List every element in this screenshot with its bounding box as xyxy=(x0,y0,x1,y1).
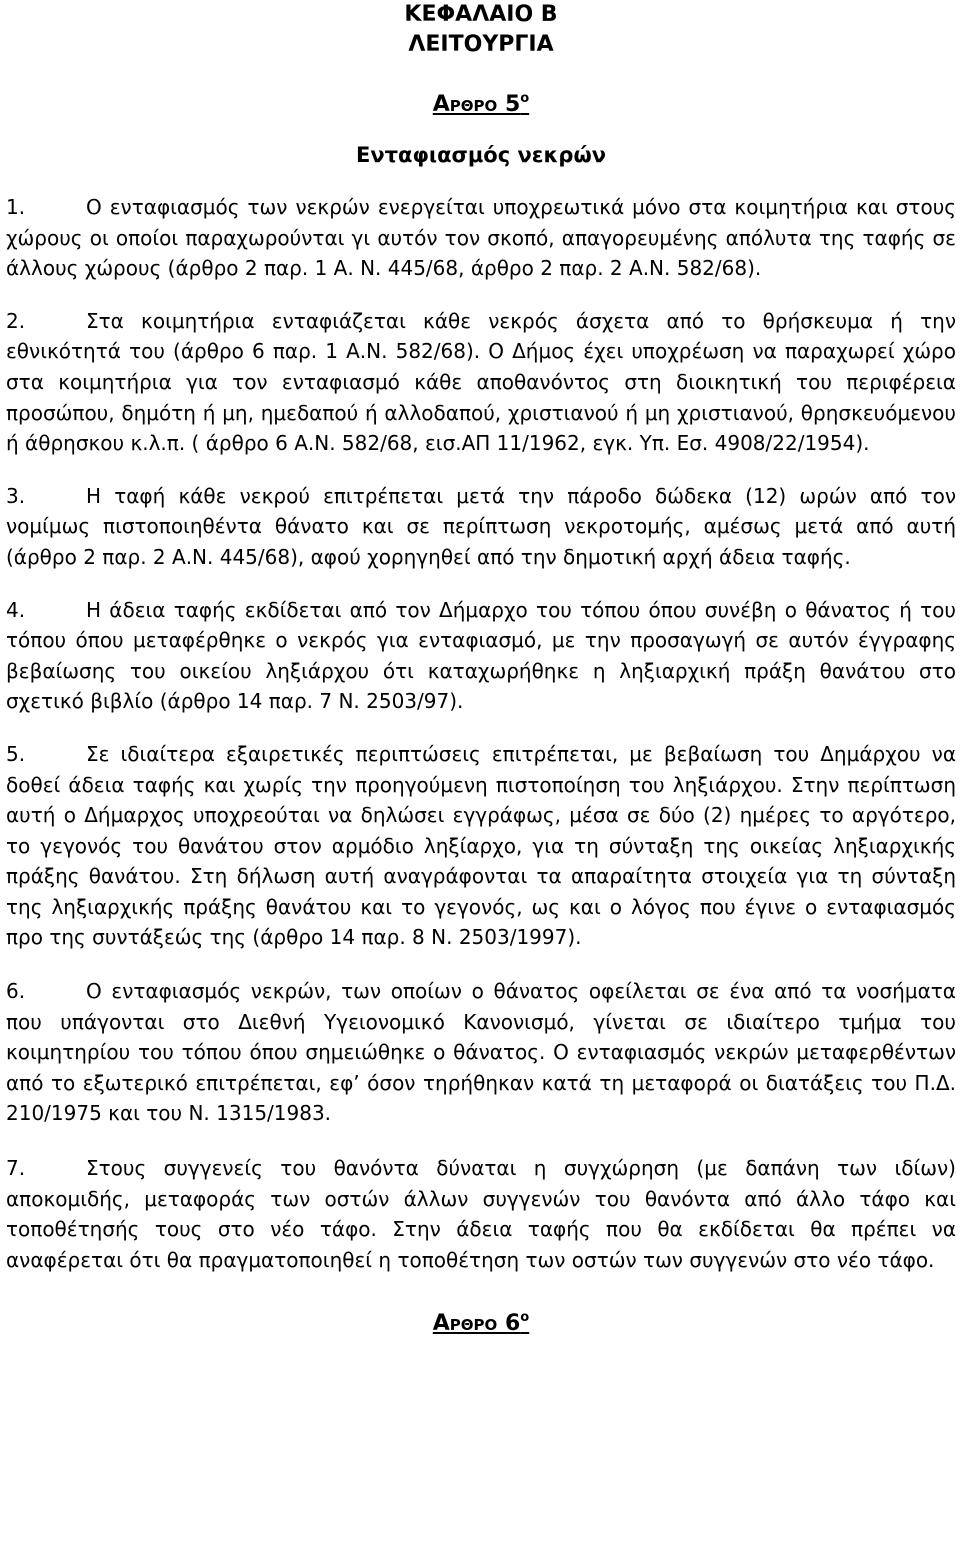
paragraph-number: 2. xyxy=(6,308,26,333)
paragraph-text: Ο ενταφιασμός νεκρών, των οποίων ο θάνατος οφείλεται σε ένα από τα νοσήματα που υπάγονται στο Διεθνή Υγειονομικό Κανονισμό, γίνεται σε ιδιαίτερο τμήμα του κοιμητηρίου του τόπου όπου σημειώθηκε ο θάνατος. Ο ενταφιασμός νεκρών μεταφερθέντων από το εξωτερικό επιτρέπεται, εφ’ όσον τηρήθηκαν κατά τη μεταφορά οι διατάξεις του Π.Δ. 210/1975 και του Ν. 1315/1983. xyxy=(6,979,956,1126)
article-6-heading xyxy=(6,1309,956,1339)
paragraph-6 xyxy=(6,976,956,1129)
article-6-heading-text: Αρθρο 6 xyxy=(432,1311,521,1337)
paragraph-number: 3. xyxy=(6,483,26,508)
article-5-heading xyxy=(6,90,956,120)
paragraph-text: Η ταφή κάθε νεκρού επιτρέπεται μετά την πάροδο δώδεκα (12) ωρών από τον νομίμως πιστοποιηθέντα θάνατο και σε περίπτωση νεκροτομής, αμέσως μετά από αυτή (άρθρο 2 παρ. 2 Α.Ν. 445/68), αφού χορηγηθεί από την δημοτική αρχή άδεια ταφής. xyxy=(6,483,956,569)
paragraph-text: Ο ενταφιασμός των νεκρών ενεργείται υποχρεωτικά μόνο στα κοιμητήρια και στους χώρους οι οποίοι παραχωρούνται γι αυτόν τον σκοπό, απαγορευμένης απόλυτα της ταφής σε άλλους χώρους (άρθρο 2 παρ. 1 Α. Ν. 445/68, άρθρο 2 παρ. 2 Α.Ν. 582/68). xyxy=(6,195,956,281)
paragraph-text: Σε ιδιαίτερα εξαιρετικές περιπτώσεις επιτρέπεται, με βεβαίωση του Δημάρχου να δοθεί άδεια ταφής και χωρίς την προηγούμενη πιστοποίηση του ληξιάρχου. Στην περίπτωση αυτή ο Δήμαρχος υποχρεούται να δηλώσει εγγράφως, μέσα σε δύο (2) ημέρες το αργότερο, το γεγονός του θανάτου στον αρμόδιο ληξίαρχο, για τη σύνταξη της οικείας ληξιαρχικής πράξης θανάτου. Στη δήλωση αυτή αναγράφονται τα απαραίτητα στοιχεία για τη σύνταξη της ληξιαρχικής πράξης θανάτου και το γεγονός, ως και ο λόγος που έγινε ο ενταφιασμός προ της συντάξεώς της (άρθρο 14 παρ. 8 Ν. 2503/1997). xyxy=(6,741,956,950)
paragraph-7 xyxy=(6,1153,956,1275)
document-page xyxy=(6,0,956,1339)
paragraph-number: 6. xyxy=(6,979,26,1004)
paragraph-number: 1. xyxy=(6,195,26,219)
paragraph-2 xyxy=(6,306,956,459)
article-6-superscript: ο xyxy=(520,1310,530,1326)
paragraph-text: Στους συγγενείς του θανόντα δύναται η συγχώρηση (με δαπάνη των ιδίων) αποκομιδής, μεταφοράς των οστών άλλων συγγενών του θανόντα από άλλο τάφο και τοποθέτησής τους στο νέο τάφο. Στην άδεια ταφής που θα εκδίδεται θα πρέπει να αναφέρεται ότι θα πραγματοποιηθεί η τοποθέτηση των οστών των συγγενών στο νέο τάφο. xyxy=(6,1156,956,1272)
paragraph-number: 4. xyxy=(6,597,26,622)
paragraph-number: 5. xyxy=(6,741,26,766)
paragraph-text: Η άδεια ταφής εκδίδεται από τον Δήμαρχο του τόπου όπου συνέβη ο θάνατος ή του τόπου όπου μεταφέρθηκε ο νεκρός για ενταφιασμό, με την προσαγωγή σε αυτόν έγγραφης βεβαίωσης του οικείου ληξιάρχου ότι καταχωρήθηκε η ληξιαρχική πράξη θανάτου στο σχετικό βιβλίο (άρθρο 14 παρ. 7 Ν. 2503/97). xyxy=(6,597,956,714)
paragraph-3 xyxy=(6,481,956,573)
paragraph-1 xyxy=(6,192,956,284)
chapter-number: ΚΕΦΑΛΑΙΟ Β xyxy=(404,2,558,27)
paragraph-number: 7. xyxy=(6,1156,26,1181)
chapter-title: ΛΕΙΤΟΥΡΓΙΑ xyxy=(408,32,554,57)
article-5-subtitle: Ενταφιασμός νεκρών xyxy=(355,143,606,167)
paragraph-text: Στα κοιμητήρια ενταφιάζεται κάθε νεκρός άσχετα από το θρήσκευμα ή την εθνικότητά του (άρθρο 6 παρ. 1 Α.Ν. 582/68). Ο Δήμος έχει υποχρέωση να παραχωρεί χώρο στα κοιμητήρια για τον ενταφιασμό κάθε αποθανόντος στη διοικητική του περιφέρεια προσώπου, δημότη ή μη, ημεδαπού ή αλλοδαπού, χριστιανού ή μη χριστιανού, θρησκευόμενου ή άθρησκου κ.λ.π. ( άρθρο 6 Α.Ν. 582/68, εισ.ΑΠ 11/1962, εγκ. Υπ. Εσ. 4908/22/1954). xyxy=(6,308,956,456)
article-5-heading-text: Αρθρο 5 xyxy=(432,92,521,117)
paragraph-4 xyxy=(6,595,956,717)
article-5-superscript: ο xyxy=(520,91,530,106)
paragraph-5 xyxy=(6,739,956,953)
